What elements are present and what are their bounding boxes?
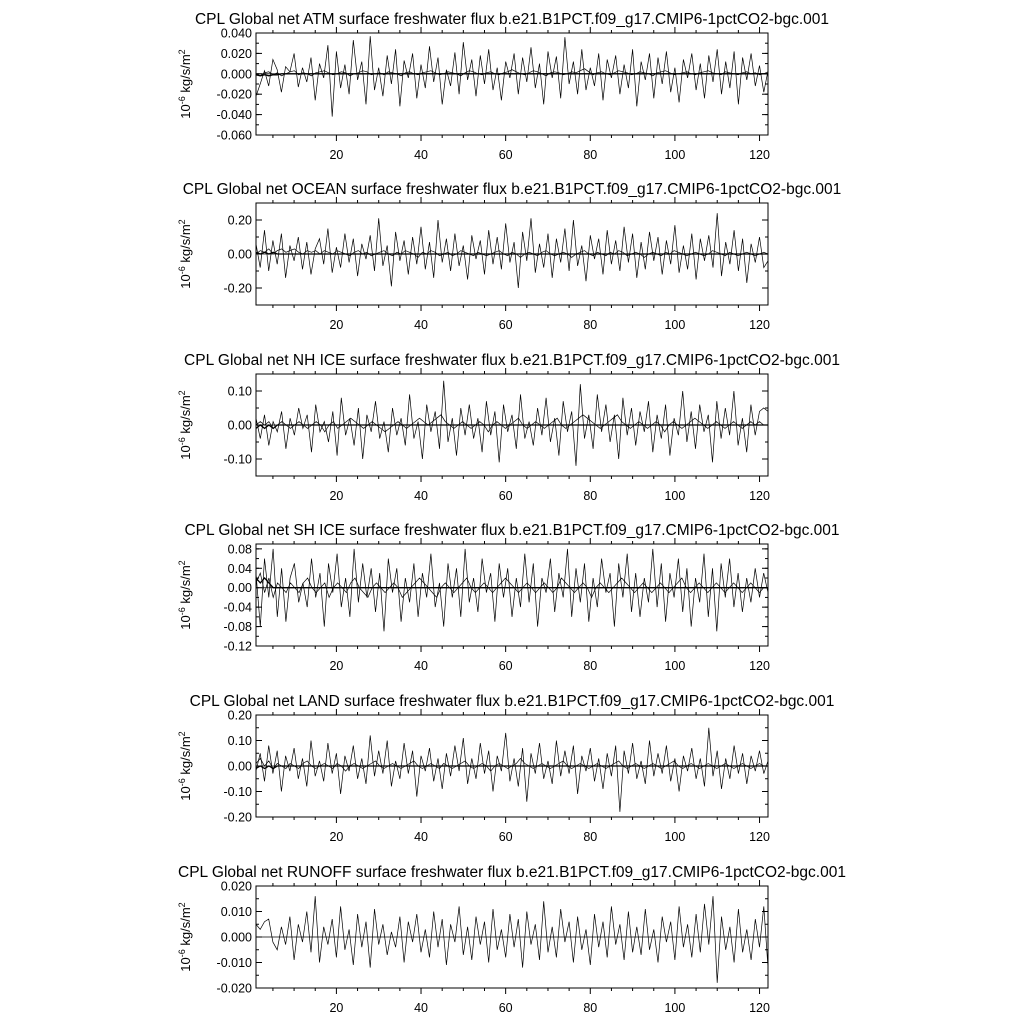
- y-axis-label-unit: kg/s/m: [178, 565, 193, 608]
- series-line-1: [256, 549, 768, 632]
- y-axis-label-exp: -6: [177, 266, 187, 275]
- x-tick-label: 60: [498, 1001, 513, 1015]
- y-tick-label: 0.20: [227, 708, 252, 723]
- x-tick-label: 20: [329, 318, 344, 332]
- x-tick-label: 80: [583, 659, 598, 673]
- y-axis-label: [177, 731, 193, 800]
- y-tick-label: -0.10: [223, 785, 252, 799]
- panel-6: [177, 864, 846, 1015]
- y-tick-label: -0.020: [216, 87, 252, 102]
- x-tick-label: 80: [583, 148, 598, 162]
- y-tick-label: 0.00: [227, 418, 252, 433]
- y-tick-label: 0.020: [220, 46, 252, 61]
- series-line-1: [256, 213, 768, 288]
- y-tick-label: 0.08: [227, 542, 252, 557]
- y-axis-label-prefix: 10: [178, 274, 193, 289]
- series-line-1: [256, 728, 768, 812]
- x-tick-label: 80: [583, 489, 598, 503]
- y-tick-label: -0.08: [223, 620, 252, 635]
- y-axis-label-unit: kg/s/m: [178, 224, 193, 267]
- panel-5: [177, 693, 834, 844]
- plot-frame: [256, 544, 768, 646]
- y-axis-label-unit: kg/s/m: [178, 907, 193, 950]
- y-tick-label: 0.010: [220, 905, 252, 919]
- x-tick-label: 40: [414, 318, 428, 332]
- x-tick-label: 40: [414, 489, 428, 503]
- x-tick-label: 120: [749, 830, 770, 844]
- y-axis-label-unit-exp: 2: [177, 560, 187, 566]
- panel-title: CPL Global net OCEAN surface freshwater flux b.e21.B1PCT.f09_g17.CMIP6-1pctCO2-bgc.001: [182, 181, 842, 198]
- x-tick-label: 120: [749, 148, 770, 162]
- x-tick-label: 40: [414, 148, 428, 162]
- y-axis-label-prefix: 10: [178, 786, 193, 801]
- y-axis-label-prefix: 10: [178, 957, 193, 972]
- y-axis-label-unit: kg/s/m: [178, 736, 193, 779]
- x-tick-label: 20: [329, 1001, 344, 1015]
- x-tick-label: 120: [749, 1001, 770, 1015]
- plot-frame: [256, 33, 768, 135]
- y-axis-label-exp: -6: [177, 949, 187, 958]
- y-tick-label: 0.00: [227, 247, 252, 262]
- x-tick-label: 100: [664, 148, 686, 162]
- x-tick-label: 60: [498, 489, 513, 503]
- y-axis-label-exp: -6: [177, 96, 187, 105]
- y-tick-label: -0.12: [223, 639, 252, 654]
- x-tick-label: 20: [329, 489, 344, 503]
- x-tick-label: 80: [583, 318, 598, 332]
- y-axis-label: [177, 902, 193, 971]
- y-axis-label-unit-exp: 2: [177, 390, 187, 396]
- x-tick-label: 60: [498, 830, 513, 844]
- y-axis-label-exp: -6: [177, 607, 187, 616]
- panel-title: CPL Global net NH ICE surface freshwater flux b.e21.B1PCT.f09_g17.CMIP6-1pctCO2-bgc.001: [184, 352, 840, 369]
- y-tick-label: -0.010: [216, 956, 252, 970]
- y-tick-label: 0.000: [220, 930, 252, 945]
- y-tick-label: 0.10: [227, 384, 252, 399]
- y-axis-label-unit: kg/s/m: [178, 395, 193, 438]
- x-tick-label: 120: [749, 318, 770, 332]
- y-axis-label-exp: -6: [177, 778, 187, 787]
- y-tick-label: 0.040: [220, 26, 252, 41]
- x-tick-label: 120: [749, 489, 770, 503]
- panel-title: CPL Global net ATM surface freshwater flux b.e21.B1PCT.f09_g17.CMIP6-1pctCO2-bgc.001: [194, 11, 830, 28]
- x-tick-label: 60: [498, 659, 513, 673]
- x-tick-label: 100: [664, 318, 686, 332]
- x-tick-label: 100: [664, 1001, 686, 1015]
- y-tick-label: 0.20: [227, 213, 252, 228]
- x-tick-label: 20: [329, 148, 344, 162]
- y-tick-label: -0.20: [223, 810, 252, 825]
- y-tick-label: 0.00: [227, 581, 252, 596]
- y-axis-label: [177, 560, 193, 629]
- y-axis-label-unit-exp: 2: [177, 49, 187, 55]
- series-line-1: [256, 36, 768, 117]
- panel-1: [177, 11, 829, 162]
- panel-title: CPL Global net RUNOFF surface freshwater flux b.e21.B1PCT.f09_g17.CMIP6-1pctCO2-bgc.001: [178, 864, 846, 881]
- y-axis-label: [177, 49, 193, 118]
- panel-3: [177, 352, 840, 503]
- y-tick-label: -0.04: [223, 600, 252, 615]
- x-tick-label: 100: [664, 830, 686, 844]
- x-tick-label: 60: [498, 318, 513, 332]
- x-tick-label: 20: [329, 830, 344, 844]
- y-tick-label: 0.020: [220, 879, 252, 894]
- x-tick-label: 100: [664, 659, 686, 673]
- series-line-3: [256, 578, 768, 588]
- y-tick-label: 0.00: [227, 759, 252, 774]
- panel-title: CPL Global net LAND surface freshwater flux b.e21.B1PCT.f09_g17.CMIP6-1pctCO2-bgc.001: [189, 693, 835, 710]
- y-axis-label-prefix: 10: [178, 615, 193, 630]
- y-axis-label-prefix: 10: [178, 445, 193, 460]
- y-tick-label: -0.10: [223, 452, 252, 467]
- x-tick-label: 40: [414, 830, 428, 844]
- y-tick-label: 0.10: [227, 734, 252, 748]
- x-tick-label: 120: [749, 659, 770, 673]
- y-axis-label-unit-exp: 2: [177, 731, 187, 737]
- y-axis-label-unit-exp: 2: [177, 219, 187, 225]
- y-tick-label: -0.20: [223, 281, 252, 296]
- y-axis-label-unit-exp: 2: [177, 902, 187, 908]
- y-tick-label: 0.000: [220, 67, 252, 82]
- panel-title: CPL Global net SH ICE surface freshwater flux b.e21.B1PCT.f09_g17.CMIP6-1pctCO2-bgc.001: [184, 522, 840, 539]
- y-tick-label: -0.040: [216, 108, 252, 123]
- y-axis-label: [177, 390, 193, 459]
- x-tick-label: 40: [414, 659, 428, 673]
- series-line-3: [256, 425, 768, 428]
- series-line-2: [256, 69, 768, 76]
- panel-4: [177, 522, 840, 673]
- x-tick-label: 60: [498, 148, 513, 162]
- x-tick-label: 80: [583, 830, 598, 844]
- y-axis-label-exp: -6: [177, 437, 187, 446]
- y-tick-label: -0.020: [216, 981, 252, 996]
- y-tick-label: -0.060: [216, 128, 252, 143]
- x-tick-label: 40: [414, 1001, 428, 1015]
- series-line-2: [256, 573, 768, 597]
- panel-2: [177, 181, 841, 332]
- y-tick-label: 0.04: [227, 561, 252, 576]
- series-line-1: [256, 896, 768, 983]
- x-tick-label: 20: [329, 659, 344, 673]
- x-tick-label: 100: [664, 489, 686, 503]
- x-tick-label: 80: [583, 1001, 598, 1015]
- y-axis-label: [177, 219, 193, 288]
- y-axis-label-prefix: 10: [178, 104, 193, 119]
- y-axis-label-unit: kg/s/m: [178, 54, 193, 97]
